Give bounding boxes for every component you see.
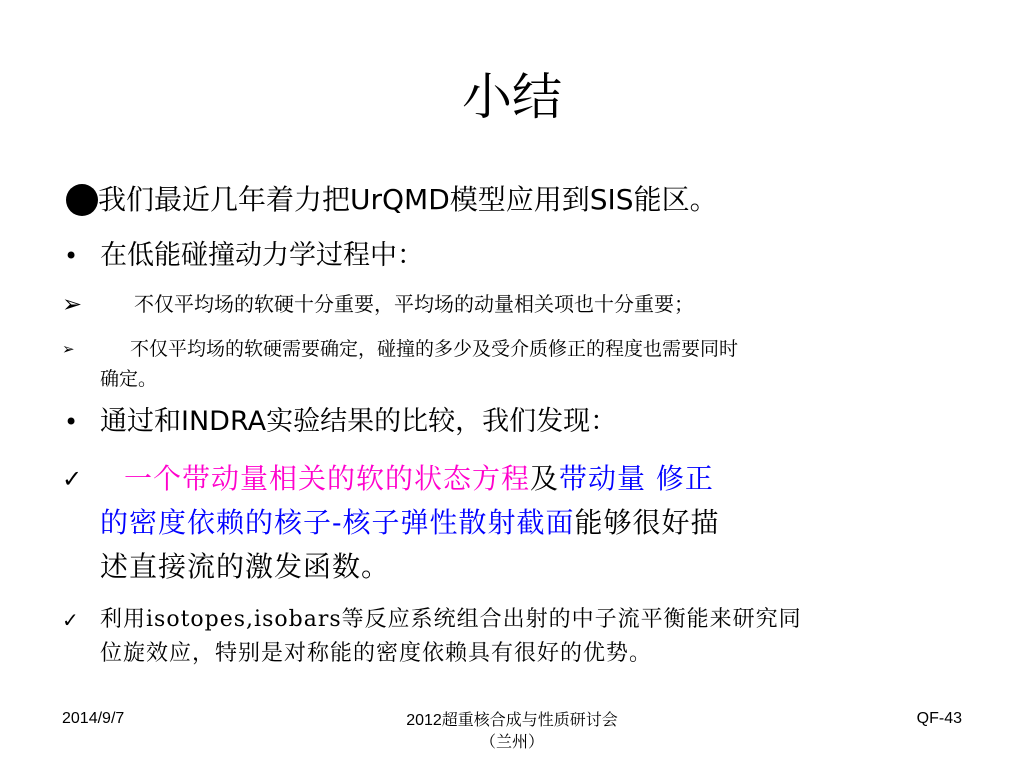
arrowhead-bullet-icon: ➢ (62, 340, 75, 358)
dot-bullet-icon: • (64, 408, 79, 436)
highlight-cross-section: 的密度依赖的核子-核子弹性散射截面 (100, 506, 575, 539)
bullet-text-line-1 (124, 458, 714, 500)
arrowhead-bullet-icon: ➢ (62, 290, 83, 318)
bullet-text: 通过和INDRA实验结果的比较，我们发现： (100, 406, 618, 437)
bullet-text-line-2: 位旋效应，特别是对称能的密度依赖具有很好的优势。 (100, 641, 653, 666)
bullet-text: 我们最近几年着力把UrQMD模型应用到SIS能区。 (98, 183, 718, 216)
bullet-text-line-1: 不仅平均场的软硬需要确定，碰撞的多少及受介质修正的程度也需要同时 (130, 338, 739, 360)
highlight-momentum-correction: 带动量 修正 (559, 462, 714, 495)
footer-slide-number: QF-43 (916, 710, 962, 727)
bullet-text-line-3: 述直接流的激发函数。 (100, 550, 391, 583)
bullet-text-line-2 (100, 502, 719, 544)
checkmark-bullet-icon: ✓ (62, 465, 83, 493)
footer-conference-name: 2012超重核合成与性质研讨会 (406, 712, 618, 729)
slide-title: 小结 (462, 68, 562, 126)
filled-circle-bullet-icon (66, 184, 98, 216)
conjunction-text: 及 (530, 462, 560, 495)
dot-bullet-icon: • (64, 242, 79, 270)
highlight-soft-eos: 一个带动量相关的软的状态方程 (124, 462, 531, 495)
bullet-text: 在低能碰撞动力学过程中： (100, 240, 424, 271)
bullet-text: 不仅平均场的软硬十分重要，平均场的动量相关项也十分重要； (134, 292, 694, 316)
bullet-text-line-1: 利用isotopes,isobars等反应系统组合出射的中子流平衡能来研究同 (100, 607, 802, 632)
checkmark-bullet-icon: ✓ (62, 608, 79, 632)
bullet-text: 能够很好描 (574, 506, 720, 539)
footer-conference-location: （兰州） (479, 734, 544, 751)
footer-date: 2014/9/7 (62, 710, 125, 727)
bullet-text-line-2: 确定。 (100, 368, 158, 390)
footer-conference (312, 710, 712, 754)
